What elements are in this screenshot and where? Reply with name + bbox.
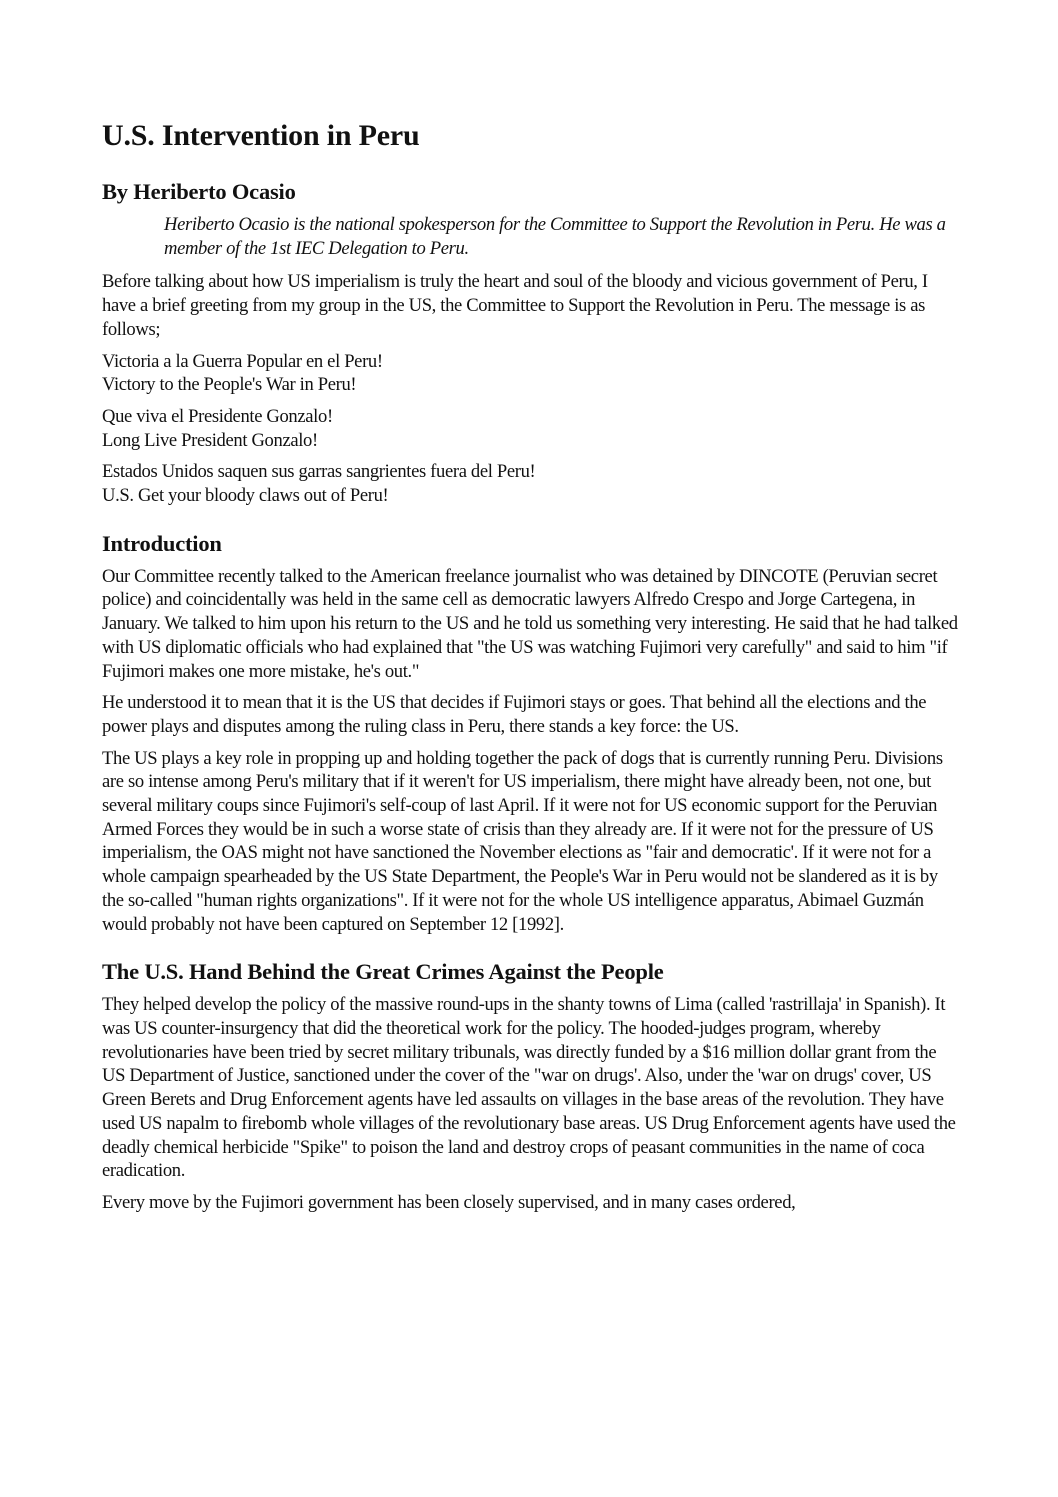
body-paragraph: Every move by the Fujimori government has been closely supervised, and in many cases ordered, — [102, 1191, 796, 1213]
body-paragraph: The US plays a key role in propping up and holding together the pack of dogs that is currently running Peru. Divisions are so intense among Peru's military that if it weren't for US imperialism, there might have already been, not one, but several military coups since Fujimori's self-coup of last April. If it were not for US economic support for the Peruvian Armed Forces they would be in such a worse state of crisis than they already are. If it were not for the pressure of US imperialism, the OAS might not have sanctioned the November elections as "fair and democratic'. If it were not for a whole campaign spearheaded by the US State Department, the People's War in Peru would not be slandered as it is by the so-called "human rights organizations". If it were not for the whole US intelligence apparatus, Abimael Guzmán would probably not have been captured on September 12 [1992]. — [102, 747, 943, 935]
document-page — [102, 118, 962, 1223]
slogan-spanish: Que viva el Presidente Gonzalo! — [102, 405, 333, 427]
section-heading-introduction: Introduction — [102, 530, 222, 556]
slogan-block — [102, 460, 962, 507]
opening-paragraph: Before talking about how US imperialism is truly the heart and soul of the bloody and vicious government of Peru, I have a brief greeting from my group in the US, the Committee to Support the Revolution in Peru. The message is as follows; — [102, 271, 928, 340]
document-title: U.S. Intervention in Peru — [102, 119, 420, 152]
slogan-english: Long Live President Gonzalo! — [102, 429, 318, 451]
body-paragraph: He understood it to mean that it is the US that decides if Fujimori stays or goes. That behind all the elections and the power plays and disputes among the ruling class in Peru, there stands a key force: the US. — [102, 692, 927, 737]
author-bio: Heriberto Ocasio is the national spokesperson for the Committee to Support the Revolution in Peru. He was a member of the 1st IEC Delegation to Peru. — [164, 214, 946, 259]
section-heading-us-hand: The U.S. Hand Behind the Great Crimes Against the People — [102, 959, 664, 985]
slogan-block — [102, 405, 962, 452]
slogan-english: U.S. Get your bloody claws out of Peru! — [102, 485, 389, 507]
byline: By Heriberto Ocasio — [102, 179, 296, 204]
body-paragraph: They helped develop the policy of the massive round-ups in the shanty towns of Lima (called 'rastrillaja' in Spanish). It was US counter-insurgency that did the theoretical work for the policy. The hooded-judges program, whereby revolutionaries have been tried by secret military tribunals, was directly funded by a $16 million dollar grant from the US Department of Justice, sanctioned under the cover of the "war on drugs'. Also, under the 'war on drugs' cover, US Green Berets and Drug Enforcement agents have led assaults on villages in the base areas of the revolution. They have used US napalm to firebomb whole villages of the revolutionary base areas. US Drug Enforcement agents have used the deadly chemical herbicide "Spike" to poison the land and destroy crops of peasant communities in the name of coca eradication. — [102, 994, 956, 1182]
slogan-block — [102, 350, 962, 397]
slogan-spanish: Estados Unidos saquen sus garras sangrientes fuera del Peru! — [102, 461, 536, 483]
slogan-english: Victory to the People's War in Peru! — [102, 374, 357, 396]
slogan-spanish: Victoria a la Guerra Popular en el Peru! — [102, 350, 383, 372]
body-paragraph: Our Committee recently talked to the American freelance journalist who was detained by DINCOTE (Peruvian secret police) and coincidentally was held in the same cell as democratic lawyers Alfredo Crespo and Jorge Cartegena, in January. We talked to him upon his return to the US and he told us something very interesting. He said that he had talked with US diplomatic officials who had explained that "the US was watching Fujimori very carefully" and said to him "if Fujimori makes one more mistake, he's out." — [102, 565, 958, 682]
